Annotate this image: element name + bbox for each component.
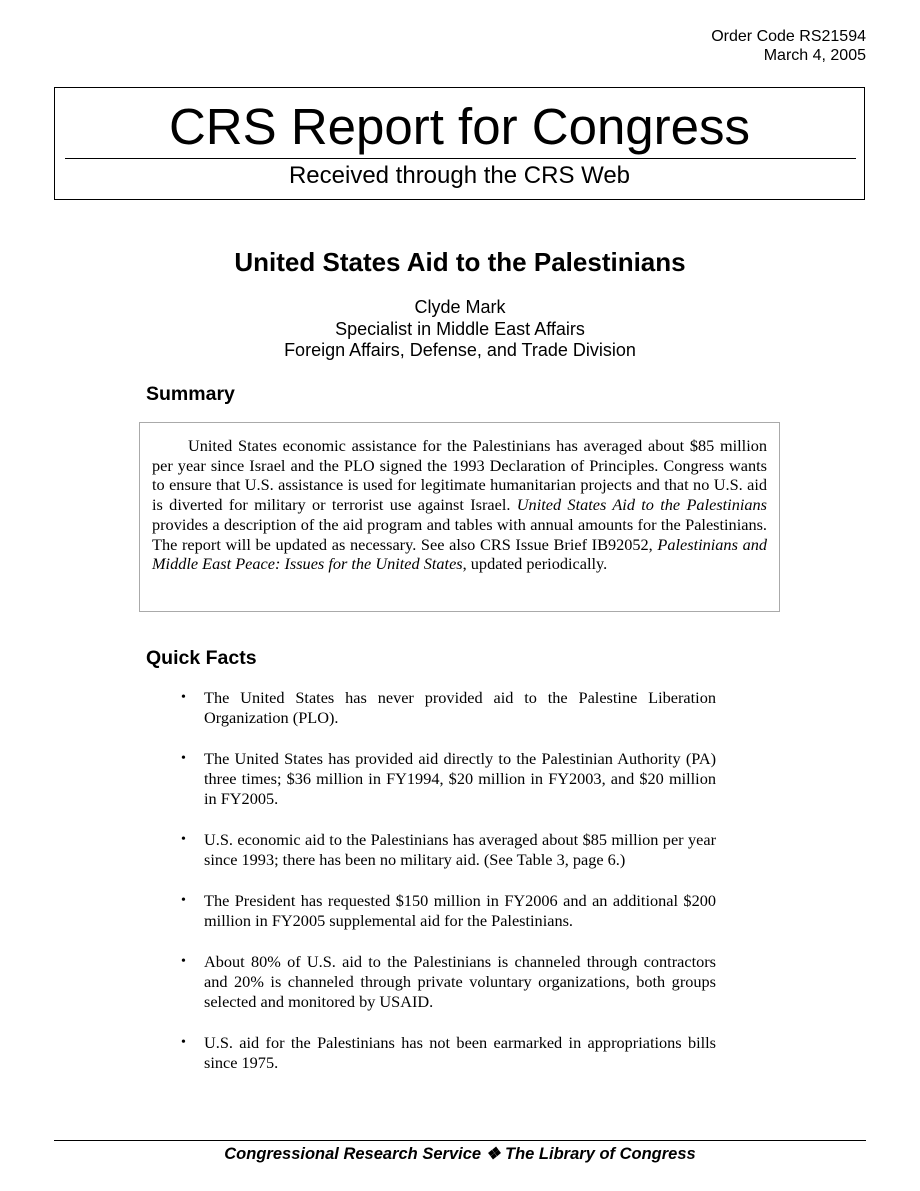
quick-fact-item [180,749,716,810]
header-subtitle: Received through the CRS Web [288,162,631,189]
summary-text-part-3: , updated periodically. [462,554,608,574]
report-title: United States Aid to the Palestinians [234,247,686,277]
summary-issue-brief-title-italic: Palestinians and Middle East Peace: Issues for the United States [152,534,767,574]
header-rule [65,158,856,159]
quick-fact-text: U.S. aid for the Palestinians has not been earmarked in appropriations bills since 1975. [204,1032,716,1073]
author-division: Foreign Affairs, Defense, and Trade Division [284,340,636,360]
quick-fact-item [180,830,716,870]
summary-text [152,436,767,574]
summary-heading: Summary [146,383,235,405]
summary-text-part-2: provides a description of the aid program and tables with annual amounts for the Palestinians. The report will be updated as necessary. See also CRS Issue Brief IB92052, [152,514,767,554]
bullet-icon: • [181,892,186,908]
quick-fact-item [180,952,716,1013]
summary-report-title-italic: United States Aid to the Palestinians [516,495,767,515]
bullet-icon: • [181,690,186,705]
report-date: March 4, 2005 [763,47,866,64]
header-box [54,87,865,200]
quick-fact-text: U.S. economic aid to the Palestinians has averaged about $85 million per year since 1993; there has been no military aid. (See Table 3, page 6.) [204,830,716,870]
bullet-icon: • [181,1034,186,1050]
quick-fact-item [180,891,716,931]
quick-facts-heading: Quick Facts [146,647,257,669]
quick-fact-text: The United States has provided aid directly to the Palestinian Authority (PA) three times; $36 million in FY1994, $20 million in FY2003, and $20 million in FY2005. [204,748,716,809]
bullet-icon: • [181,832,186,848]
author-block [0,297,920,362]
quick-fact-text: The United States has never provided aid to the Palestine Liberation Organization (PLO). [204,688,716,728]
bullet-icon: • [181,953,186,969]
quick-fact-item [180,688,716,728]
author-name: Clyde Mark [414,297,506,317]
footer-text: Congressional Research Service ❖ The Library of Congress [224,1145,696,1163]
order-code: Order Code RS21594 [711,28,866,45]
quick-facts-list [180,688,716,1094]
header-title: CRS Report for Congress [168,98,751,155]
author-title: Specialist in Middle East Affairs [335,318,585,339]
quick-fact-text: The President has requested $150 million in FY2006 and an additional $200 million in FY2005 supplemental aid for the Palestinians. [204,890,716,931]
footer-rule [54,1140,866,1141]
summary-box [139,422,780,612]
bullet-icon: • [181,750,186,766]
quick-fact-item [180,1033,716,1073]
quick-fact-text: About 80% of U.S. aid to the Palestinians is channeled through contractors and 20% is channeled through private voluntary organizations, both groups selected and monitored by USAID. [204,951,716,1012]
summary-text-part-1: United States economic assistance for the Palestinians has averaged about $85 million per year since Israel and the PLO signed the 1993 Declaration of Principles. Congress wants to ensure that U.S. assistance is used for legitimate humanitarian projects and that no U.S. aid is diverted for military or terrorist use against Israel. [152,436,767,515]
order-info [711,27,866,65]
